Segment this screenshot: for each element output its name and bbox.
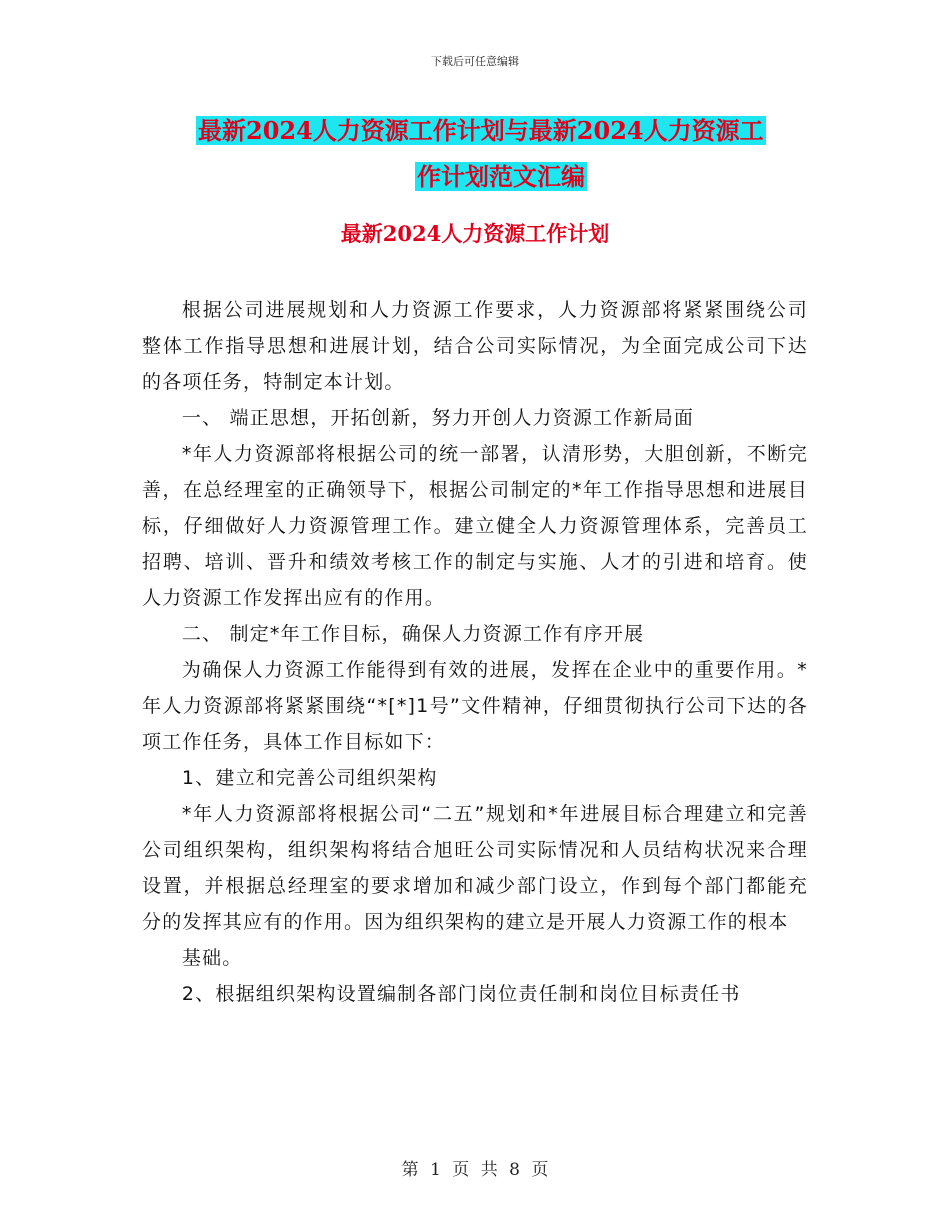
document-title [196, 108, 806, 200]
body-text [142, 292, 808, 1012]
heading-one: 一、 端正思想，开拓创新，努力开创人力资源工作新局面 [181, 407, 695, 429]
paragraph: *年人力资源部将根据公司“二五”规划和*年进展目标合理建立和完善公司组织架构，组织架构将结合旭旺公司实际情况和人员结构状况来合理设置，并根据总经理室的要求增加和减少部门设立，作到每个部门都能充分的发挥其应有的作用。因为组织架构的建立是开展人力资源工作的根本 [142, 803, 808, 933]
paragraph: 为确保人力资源工作能得到有效的进展，发挥在企业中的重要作用。*年人力资源部将紧紧围绕“*[*]1号”文件精神，仔细贯彻执行公司下达的各项工作任务，具体工作目标如下： [142, 659, 808, 753]
page-footer: 第 1 页 共 8 页 [401, 1160, 549, 1180]
paragraph-continuation: 基础。 [181, 947, 243, 969]
subheading-2: 2、根据组织架构设置编制各部门岗位责任制和岗位目标责任书 [181, 983, 741, 1005]
paragraph: 根据公司进展规划和人力资源工作要求，人力资源部将紧紧围绕公司整体工作指导思想和进展计划，结合公司实际情况，为全面完成公司下达的各项任务，特制定本计划。 [142, 299, 808, 393]
document-title-line1: 最新2024人力资源工作计划与最新2024人力资源工 [198, 116, 764, 145]
subheading-1: 1、建立和完善公司组织架构 [181, 767, 438, 789]
section-title: 最新2024人力资源工作计划 [340, 221, 610, 246]
header-note: 下载后可任意编辑 [431, 55, 519, 68]
document-title-line2: 作计划范文汇编 [417, 162, 585, 191]
paragraph: *年人力资源部将根据公司的统一部署，认清形势，大胆创新，不断完善，在总经理室的正确领导下，根据公司制定的*年工作指导思想和进展目标，仔细做好人力资源管理工作。建立健全人力资源管理体系，完善员工招聘、培训、晋升和绩效考核工作的制定与实施、人才的引进和培育。使人力资源工作发挥出应有的作用。 [142, 443, 808, 609]
heading-two: 二、 制定*年工作目标，确保人力资源工作有序开展 [181, 623, 645, 645]
